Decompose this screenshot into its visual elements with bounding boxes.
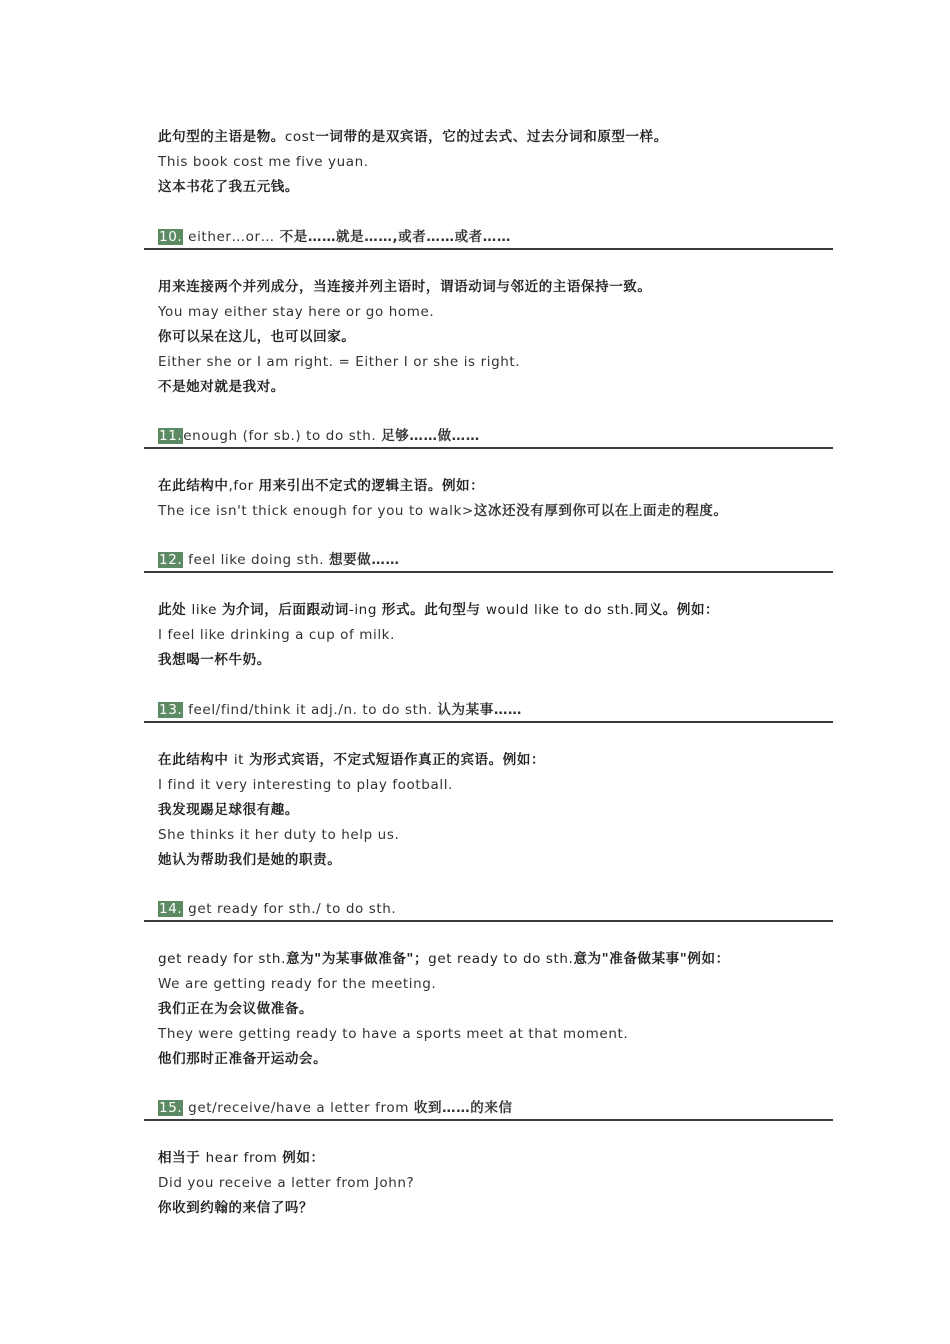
note-term: get ready for sth. bbox=[158, 951, 286, 967]
example-cn: 我发现踢足球很有趣。 bbox=[158, 802, 299, 818]
note-part: 为介词，后面跟动词 bbox=[221, 602, 349, 618]
section-12-heading bbox=[158, 551, 400, 569]
note-part: 此处 bbox=[158, 602, 192, 618]
section-divider bbox=[144, 248, 833, 250]
section-11-note bbox=[158, 477, 484, 495]
heading-meaning: 足够……做…… bbox=[381, 428, 480, 444]
example-cn: 我们正在为会议做准备。 bbox=[158, 1001, 314, 1017]
example-en: Either she or I am right. = Either I or she is right. bbox=[158, 354, 521, 370]
section-number-badge: 10. bbox=[159, 229, 183, 245]
section-14-note bbox=[158, 950, 730, 968]
intro-example-cn: 这本书花了我五元钱。 bbox=[158, 179, 299, 195]
example-line bbox=[158, 502, 728, 520]
note-part: 用来引出不定式的逻辑主语。例如： bbox=[258, 478, 485, 494]
example-cn: 她认为帮助我们是她的职责。 bbox=[158, 852, 342, 868]
heading-phrase: get ready for sth./ to do sth. bbox=[183, 901, 397, 917]
example-cn: 我想喝一杯牛奶。 bbox=[158, 652, 271, 668]
heading-phrase: feel/find/think it adj./n. to do sth. bbox=[183, 702, 438, 718]
note-term: ,for bbox=[228, 478, 259, 494]
heading-meaning: 收到……的来信 bbox=[413, 1100, 513, 1116]
example-cn: 这冰还没有厚到你可以在上面走的程度。 bbox=[473, 503, 728, 519]
heading-meaning: 不是……就是……,或者……或者…… bbox=[279, 229, 511, 245]
note-part: 意为"准备做某事"例如： bbox=[573, 951, 730, 967]
note-term: like bbox=[191, 602, 222, 618]
section-11-heading bbox=[158, 427, 480, 445]
section-number-badge: 13. bbox=[159, 702, 183, 718]
note-part: 为形式宾语，不定式短语作真正的宾语。例如： bbox=[248, 752, 546, 768]
section-divider bbox=[144, 571, 833, 573]
section-divider bbox=[144, 721, 833, 723]
heading-meaning: 认为某事…… bbox=[437, 702, 523, 718]
note-term: -ing bbox=[348, 602, 382, 618]
section-12-note bbox=[158, 601, 719, 619]
example-en: Did you receive a letter from John? bbox=[158, 1175, 415, 1191]
heading-phrase: feel like doing sth. bbox=[183, 552, 330, 568]
section-13-note bbox=[158, 751, 545, 769]
note-part: 在此结构中 bbox=[158, 752, 234, 768]
intro-note-part: 一词带的是双宾语，它的过去式、过去分词和原型一样。 bbox=[315, 129, 668, 145]
note-term: get ready to do sth. bbox=[428, 951, 574, 967]
section-number-badge: 15. bbox=[159, 1100, 183, 1116]
example-en: They were getting ready to have a sports meet at that moment. bbox=[158, 1026, 629, 1042]
note-part: 形式。此句型与 bbox=[381, 602, 486, 618]
heading-phrase: either…or… bbox=[183, 229, 280, 245]
example-cn: 你收到约翰的来信了吗？ bbox=[158, 1200, 314, 1216]
section-number-badge: 12. bbox=[159, 552, 183, 568]
section-number-badge: 14. bbox=[159, 901, 183, 917]
section-divider bbox=[144, 447, 833, 449]
section-13-heading bbox=[158, 701, 522, 719]
note-part: 相当于 bbox=[158, 1150, 206, 1166]
note-part: 在此结构中 bbox=[158, 478, 229, 494]
heading-phrase: enough (for sb.) to do sth. bbox=[183, 428, 382, 444]
section-divider bbox=[144, 920, 833, 922]
example-en: She thinks it her duty to help us. bbox=[158, 827, 400, 843]
example-cn: 你可以呆在这儿，也可以回家。 bbox=[158, 329, 356, 345]
section-divider bbox=[144, 1119, 833, 1121]
example-en: You may either stay here or go home. bbox=[158, 304, 435, 320]
section-10-note: 用来连接两个并列成分，当连接并列主语时，谓语动词与邻近的主语保持一致。 bbox=[158, 279, 652, 295]
note-part: 例如： bbox=[282, 1150, 325, 1166]
section-15-note bbox=[158, 1149, 325, 1167]
example-en: I feel like drinking a cup of milk. bbox=[158, 627, 395, 643]
section-10-heading bbox=[158, 228, 511, 246]
example-en: We are getting ready for the meeting. bbox=[158, 976, 437, 992]
section-number-badge: 11. bbox=[159, 428, 183, 444]
intro-note-term: cost bbox=[284, 129, 316, 145]
intro-note bbox=[158, 128, 668, 146]
note-part: 意为"为某事做准备"； bbox=[285, 951, 429, 967]
note-part: 同义。例如： bbox=[634, 602, 720, 618]
section-14-heading bbox=[158, 900, 396, 918]
heading-meaning: 想要做…… bbox=[329, 552, 400, 568]
intro-example-en: This book cost me five yuan. bbox=[158, 154, 369, 170]
example-cn: 不是她对就是我对。 bbox=[158, 379, 285, 395]
note-term: would like to do sth. bbox=[485, 602, 635, 618]
example-cn: 他们那时正准备开运动会。 bbox=[158, 1051, 328, 1067]
section-15-heading bbox=[158, 1099, 513, 1117]
note-term: hear from bbox=[205, 1150, 283, 1166]
intro-note-part: 此句型的主语是物。 bbox=[158, 129, 285, 145]
example-en: I find it very interesting to play football. bbox=[158, 777, 453, 793]
heading-phrase: get/receive/have a letter from bbox=[183, 1100, 414, 1116]
note-term: it bbox=[233, 752, 249, 768]
example-en: The ice isn't thick enough for you to walk> bbox=[158, 503, 474, 519]
